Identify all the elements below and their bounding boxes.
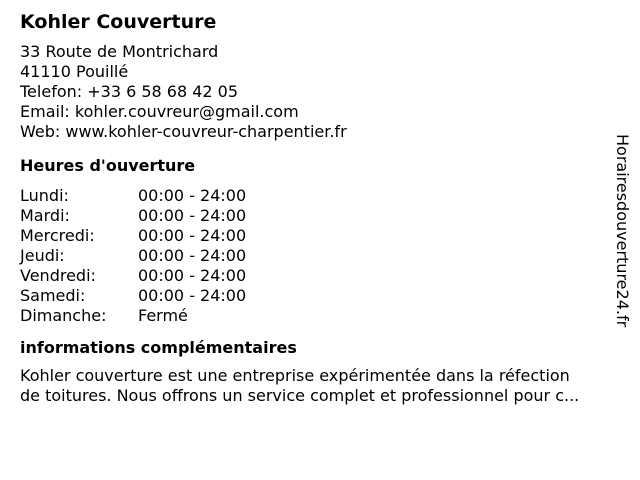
phone-line: Telefon: +33 6 58 68 42 05 xyxy=(20,82,239,101)
hours-day: Samedi: xyxy=(20,286,86,305)
hours-row-mardi xyxy=(20,206,620,226)
hours-row-lundi xyxy=(20,186,620,206)
hours-row-dimanche xyxy=(20,306,620,326)
info-title: informations complémentaires xyxy=(20,338,297,357)
email-line: Email: kohler.couvreur@gmail.com xyxy=(20,102,299,121)
info-description xyxy=(20,366,630,406)
hours-table xyxy=(20,186,620,326)
hours-time: 00:00 - 24:00 xyxy=(138,266,247,285)
hours-row-mercredi xyxy=(20,226,620,246)
site-watermark: Horairesdouverture24.fr xyxy=(613,134,632,328)
hours-time: 00:00 - 24:00 xyxy=(138,206,247,225)
street-address: 33 Route de Montrichard xyxy=(20,42,219,61)
hours-row-samedi xyxy=(20,286,620,306)
business-name: Kohler Couverture xyxy=(20,11,217,33)
website-line: Web: www.kohler-couvreur-charpentier.fr xyxy=(20,122,347,141)
hours-day: Lundi: xyxy=(20,186,69,205)
info-description-line: Kohler couverture est une entreprise expérimentée dans la réfection xyxy=(20,366,570,385)
hours-day: Jeudi: xyxy=(20,246,65,265)
hours-row-jeudi xyxy=(20,246,620,266)
hours-day: Mardi: xyxy=(20,206,70,225)
address-block xyxy=(20,42,620,142)
hours-title: Heures d'ouverture xyxy=(20,156,196,175)
hours-day: Vendredi: xyxy=(20,266,96,285)
business-card xyxy=(20,10,620,406)
hours-time: 00:00 - 24:00 xyxy=(138,246,247,265)
hours-day: Dimanche: xyxy=(20,306,107,325)
city-postal: 41110 Pouillé xyxy=(20,62,129,81)
hours-day: Mercredi: xyxy=(20,226,95,245)
hours-time: 00:00 - 24:00 xyxy=(138,226,247,245)
hours-time: 00:00 - 24:00 xyxy=(138,286,247,305)
hours-row-vendredi xyxy=(20,266,620,286)
hours-time: Fermé xyxy=(138,306,188,325)
info-description-line: de toitures. Nous offrons un service complet et professionnel pour c... xyxy=(20,386,580,405)
hours-time: 00:00 - 24:00 xyxy=(138,186,247,205)
